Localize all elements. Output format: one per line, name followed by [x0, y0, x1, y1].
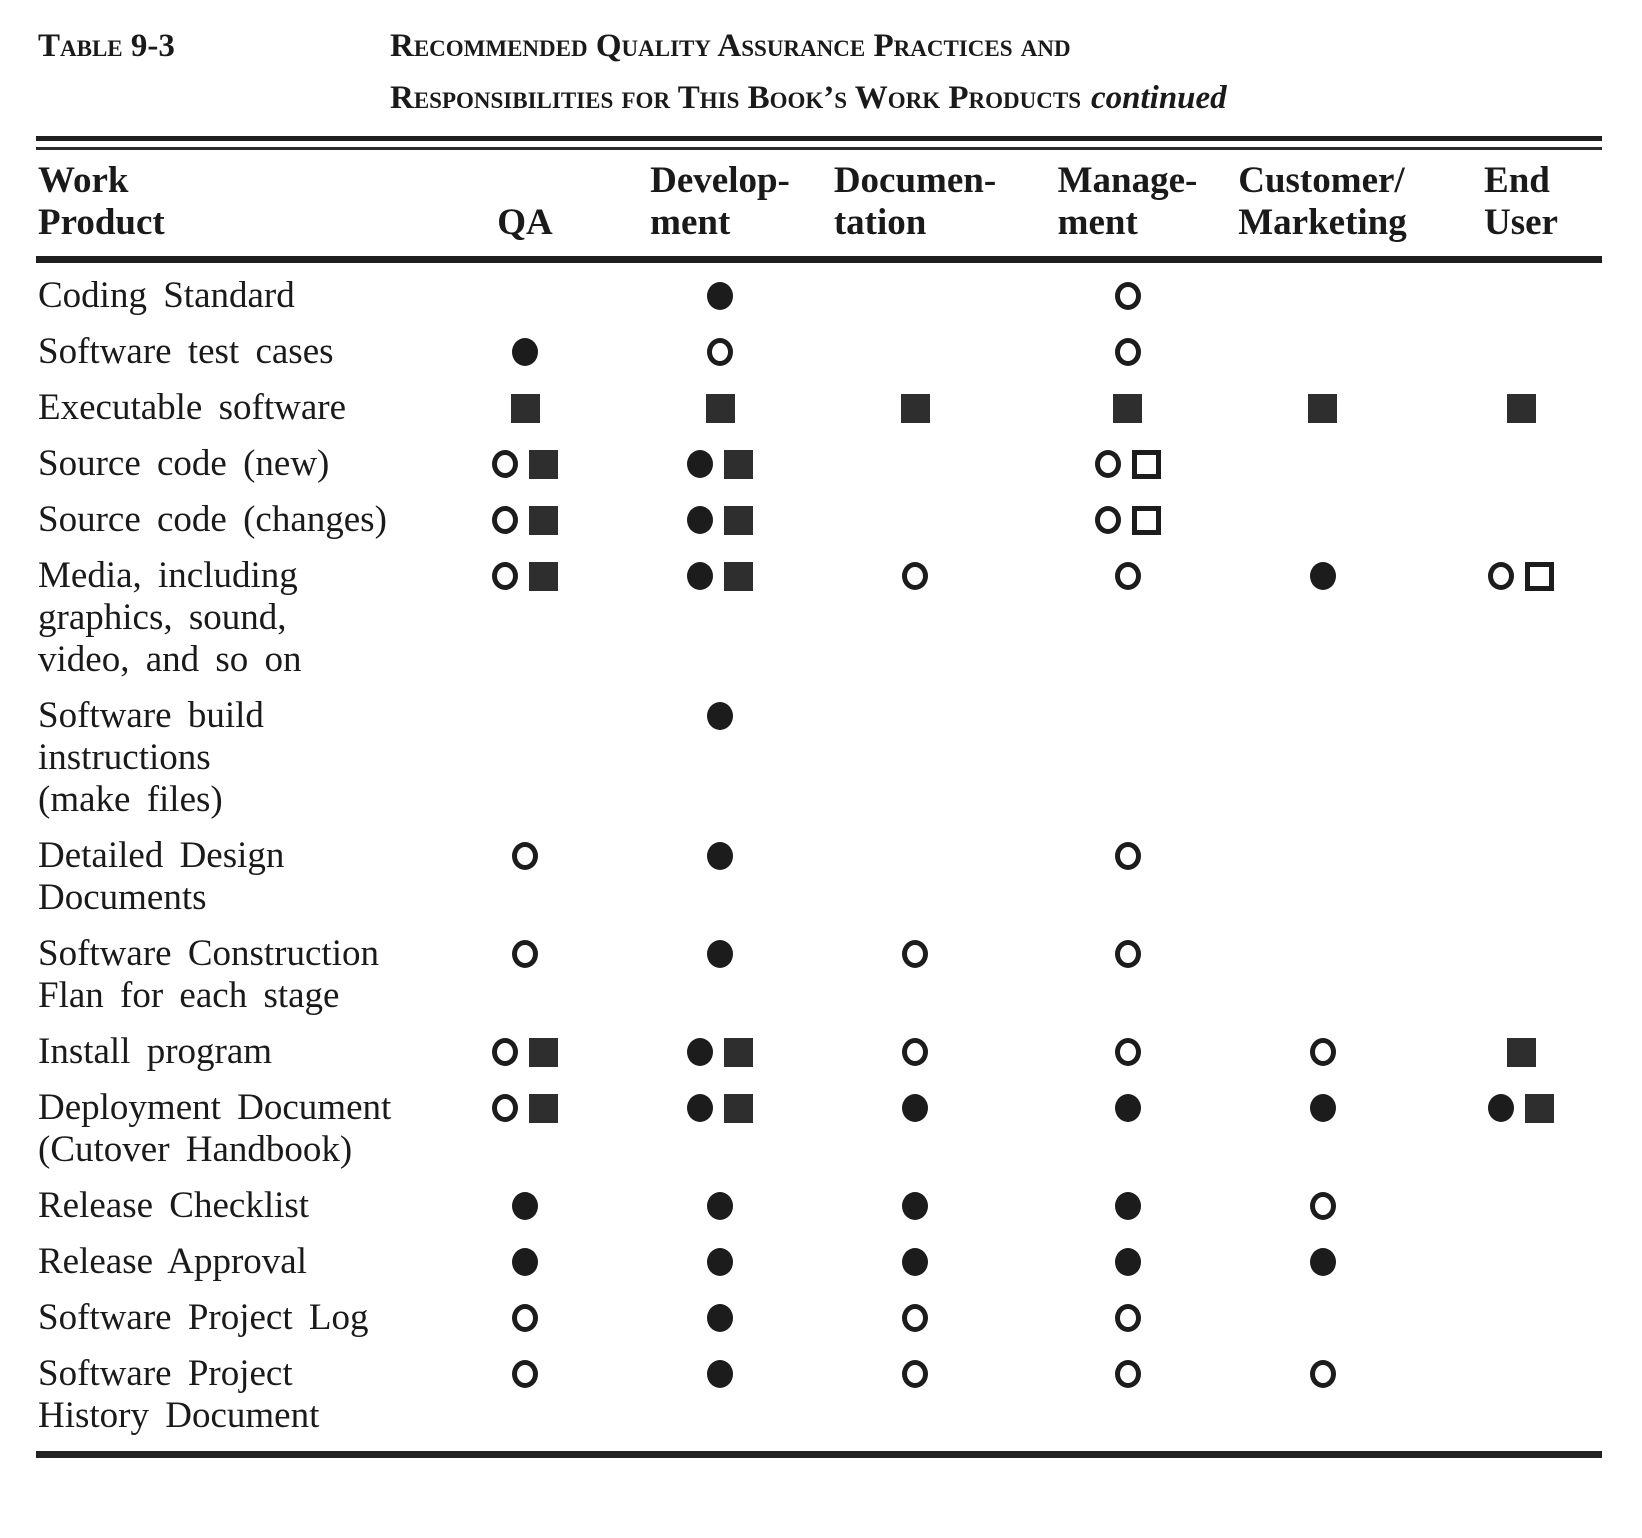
row-label-line: Software Construction — [38, 933, 379, 974]
cell-customer_marketing — [1245, 499, 1400, 541]
cell-development — [620, 499, 820, 541]
cell-customer_marketing — [1245, 275, 1400, 317]
open-circle-icon — [902, 562, 928, 590]
cell-documentation — [820, 1185, 1010, 1227]
cell-qa — [430, 695, 620, 737]
cell-customer_marketing — [1245, 555, 1400, 597]
table-row — [0, 1297, 1642, 1339]
row-label-line: Release Approval — [38, 1241, 307, 1282]
filled-circle-icon — [902, 1094, 928, 1122]
filled-square-icon — [529, 450, 558, 479]
cell-customer_marketing — [1245, 1087, 1400, 1129]
cell-customer_marketing — [1245, 1297, 1400, 1339]
filled-circle-icon — [687, 1038, 713, 1066]
cell-development — [620, 933, 820, 975]
filled-circle-icon — [1310, 1094, 1336, 1122]
cell-development — [620, 1353, 820, 1395]
filled-square-icon — [724, 562, 753, 591]
cell-documentation — [820, 387, 1010, 429]
filled-square-icon — [1507, 1038, 1536, 1067]
cell-development — [620, 275, 820, 317]
header-label-documentation — [834, 160, 996, 244]
cell-documentation — [820, 695, 1010, 737]
table-row — [0, 1087, 1642, 1171]
cell-development — [620, 1087, 820, 1129]
filled-square-icon — [1308, 394, 1337, 423]
cell-management — [1010, 1185, 1245, 1227]
cell-management — [1010, 695, 1245, 737]
cell-documentation — [820, 1353, 1010, 1395]
cell-development — [620, 331, 820, 373]
cell-end_user — [1400, 835, 1642, 877]
row-label — [0, 275, 430, 317]
header-cell-customer_marketing — [1238, 160, 1407, 244]
cell-management — [1010, 1087, 1245, 1129]
open-circle-icon — [1310, 1360, 1336, 1388]
cell-management — [1010, 1297, 1245, 1339]
cell-management — [1010, 387, 1245, 429]
filled-circle-icon — [707, 702, 733, 730]
cell-development — [620, 1185, 820, 1227]
cell-customer_marketing — [1245, 331, 1400, 373]
filled-circle-icon — [687, 506, 713, 534]
cell-end_user — [1400, 1031, 1642, 1073]
cell-qa — [430, 499, 620, 541]
row-label — [0, 1185, 430, 1227]
filled-square-icon — [1525, 1094, 1554, 1123]
open-circle-icon — [492, 1038, 518, 1066]
cell-management — [1010, 499, 1245, 541]
filled-square-icon — [529, 1094, 558, 1123]
open-circle-icon — [902, 1038, 928, 1066]
cell-documentation — [820, 555, 1010, 597]
row-label-line: Software Project — [38, 1353, 293, 1394]
open-circle-icon — [1115, 1038, 1141, 1066]
filled-circle-icon — [1115, 1094, 1141, 1122]
row-label-line: Software build — [38, 695, 264, 736]
open-circle-icon — [902, 1304, 928, 1332]
cell-development — [620, 835, 820, 877]
open-circle-icon — [902, 940, 928, 968]
open-square-icon — [1132, 506, 1161, 535]
header-cell-development — [620, 160, 820, 244]
filled-circle-icon — [687, 450, 713, 478]
header-line: Marketing — [1238, 202, 1407, 243]
top-double-rule — [36, 136, 1602, 150]
row-label-line: Media, including — [38, 555, 298, 596]
cell-qa — [430, 555, 620, 597]
table-row — [0, 933, 1642, 1017]
table-title-line2 — [390, 72, 1642, 124]
filled-circle-icon — [512, 1192, 538, 1220]
filled-circle-icon — [707, 1192, 733, 1220]
cell-management — [1010, 933, 1245, 975]
row-label-line: (make files) — [38, 779, 223, 820]
cell-customer_marketing — [1245, 1031, 1400, 1073]
header-line: Customer/ — [1238, 160, 1405, 201]
filled-square-icon — [901, 394, 930, 423]
table-body — [0, 263, 1642, 1437]
cell-end_user — [1400, 331, 1642, 373]
table-row — [0, 695, 1642, 821]
filled-circle-icon — [707, 1304, 733, 1332]
cell-qa — [430, 1031, 620, 1073]
row-label — [0, 1353, 430, 1437]
table-row — [0, 1185, 1642, 1227]
table-row — [0, 443, 1642, 485]
cell-documentation — [820, 933, 1010, 975]
row-label — [0, 555, 430, 681]
filled-circle-icon — [1310, 1248, 1336, 1276]
header-line: QA — [497, 202, 553, 243]
cell-management — [1010, 1031, 1245, 1073]
cell-development — [620, 1031, 820, 1073]
header-line: ment — [650, 202, 731, 243]
cell-management — [1010, 443, 1245, 485]
header-cell-qa — [430, 202, 620, 244]
cell-documentation — [820, 1031, 1010, 1073]
row-label-line: instructions — [38, 737, 211, 778]
row-label — [0, 1087, 430, 1171]
row-label-line: History Document — [38, 1395, 320, 1436]
open-circle-icon — [1115, 338, 1141, 366]
open-circle-icon — [1310, 1192, 1336, 1220]
row-label-line: Flan for each stage — [38, 975, 340, 1016]
header-cell-work_product — [0, 160, 430, 244]
row-label-line: (Cutover Handbook) — [38, 1129, 353, 1170]
row-label — [0, 331, 430, 373]
cell-management — [1010, 555, 1245, 597]
open-circle-icon — [1115, 940, 1141, 968]
cell-customer_marketing — [1245, 933, 1400, 975]
filled-circle-icon — [687, 1094, 713, 1122]
row-label-line: video, and so on — [38, 639, 302, 680]
filled-square-icon — [724, 506, 753, 535]
filled-square-icon — [706, 394, 735, 423]
open-square-icon — [1132, 450, 1161, 479]
table-row — [0, 1353, 1642, 1437]
cell-development — [620, 555, 820, 597]
open-circle-icon — [1115, 282, 1141, 310]
table-row — [0, 387, 1642, 429]
cell-end_user — [1400, 1297, 1642, 1339]
open-circle-icon — [492, 1094, 518, 1122]
row-label — [0, 499, 430, 541]
row-label — [0, 695, 430, 821]
table-row — [0, 331, 1642, 373]
row-label — [0, 387, 430, 429]
filled-circle-icon — [707, 282, 733, 310]
open-circle-icon — [492, 506, 518, 534]
header-line: tation — [833, 202, 927, 243]
table-row — [0, 1241, 1642, 1283]
table-row — [0, 555, 1642, 681]
cell-end_user — [1400, 1185, 1642, 1227]
cell-customer_marketing — [1245, 835, 1400, 877]
cell-qa — [430, 1297, 620, 1339]
header-line: End — [1484, 160, 1550, 201]
header-label-customer_marketing — [1238, 160, 1407, 244]
filled-circle-icon — [1310, 562, 1336, 590]
row-label-line: Coding Standard — [38, 275, 295, 316]
row-label-line: Software test cases — [38, 331, 334, 372]
header-label-management — [1058, 160, 1198, 244]
filled-circle-icon — [902, 1192, 928, 1220]
cell-end_user — [1400, 275, 1642, 317]
filled-circle-icon — [1115, 1192, 1141, 1220]
cell-qa — [430, 275, 620, 317]
filled-circle-icon — [1488, 1094, 1514, 1122]
table-row — [0, 275, 1642, 317]
filled-square-icon — [529, 1038, 558, 1067]
filled-circle-icon — [707, 842, 733, 870]
filled-circle-icon — [1115, 1248, 1141, 1276]
filled-circle-icon — [707, 1360, 733, 1388]
table-header-row — [0, 150, 1642, 256]
cell-customer_marketing — [1245, 443, 1400, 485]
header-cell-management — [1010, 160, 1245, 244]
header-label-work_product — [38, 160, 165, 244]
cell-qa — [430, 835, 620, 877]
open-circle-icon — [512, 1304, 538, 1332]
row-label-line: Detailed Design — [38, 835, 285, 876]
open-circle-icon — [1115, 1304, 1141, 1332]
row-label-line: Executable software — [38, 387, 346, 428]
filled-square-icon — [511, 394, 540, 423]
open-circle-icon — [1115, 1360, 1141, 1388]
header-line: Product — [38, 202, 165, 243]
cell-documentation — [820, 1297, 1010, 1339]
cell-qa — [430, 1353, 620, 1395]
filled-square-icon — [529, 562, 558, 591]
row-label-line: graphics, sound, — [38, 597, 287, 638]
row-label-line: Install program — [38, 1031, 273, 1072]
filled-circle-icon — [707, 940, 733, 968]
filled-square-icon — [1113, 394, 1142, 423]
cell-end_user — [1400, 933, 1642, 975]
header-label-qa — [497, 202, 553, 244]
cell-management — [1010, 331, 1245, 373]
cell-development — [620, 1241, 820, 1283]
filled-circle-icon — [707, 1248, 733, 1276]
header-line: Documen- — [833, 160, 997, 201]
filled-square-icon — [724, 1038, 753, 1067]
header-line: Develop- — [650, 160, 790, 201]
cell-development — [620, 695, 820, 737]
row-label — [0, 933, 430, 1017]
cell-qa — [430, 331, 620, 373]
row-label-line: Source code (changes) — [38, 499, 387, 540]
cell-end_user — [1400, 1241, 1642, 1283]
cell-customer_marketing — [1245, 387, 1400, 429]
cell-end_user — [1400, 443, 1642, 485]
open-circle-icon — [492, 562, 518, 590]
filled-square-icon — [529, 506, 558, 535]
row-label — [0, 443, 430, 485]
row-label-line: Source code (new) — [38, 443, 330, 484]
open-circle-icon — [1115, 842, 1141, 870]
header-label-development — [650, 160, 790, 244]
row-label-line: Deployment Document — [38, 1087, 392, 1128]
cell-development — [620, 443, 820, 485]
cell-customer_marketing — [1245, 1185, 1400, 1227]
open-circle-icon — [512, 1360, 538, 1388]
cell-documentation — [820, 1241, 1010, 1283]
cell-customer_marketing — [1245, 1241, 1400, 1283]
cell-documentation — [820, 443, 1010, 485]
row-label — [0, 835, 430, 919]
header-cell-documentation — [820, 160, 1010, 244]
cell-documentation — [820, 1087, 1010, 1129]
header-label-end_user — [1484, 160, 1558, 244]
open-circle-icon — [902, 1360, 928, 1388]
cell-customer_marketing — [1245, 695, 1400, 737]
row-label — [0, 1241, 430, 1283]
filled-square-icon — [724, 1094, 753, 1123]
filled-circle-icon — [512, 1248, 538, 1276]
row-label-line: Release Checklist — [38, 1185, 310, 1226]
row-label-line: Documents — [38, 877, 207, 918]
cell-qa — [430, 443, 620, 485]
table-caption — [0, 20, 1642, 124]
cell-development — [620, 1297, 820, 1339]
table-title-continued: continued — [1090, 80, 1227, 116]
open-circle-icon — [1310, 1038, 1336, 1066]
cell-end_user — [1400, 387, 1642, 429]
filled-square-icon — [1507, 394, 1536, 423]
table-title — [390, 20, 1642, 124]
row-label — [0, 1031, 430, 1073]
cell-end_user — [1400, 1353, 1642, 1395]
header-cell-end_user — [1400, 160, 1642, 244]
table-row — [0, 835, 1642, 919]
filled-circle-icon — [512, 338, 538, 366]
cell-end_user — [1400, 499, 1642, 541]
cell-management — [1010, 835, 1245, 877]
cell-qa — [430, 933, 620, 975]
row-label-line: Software Project Log — [38, 1297, 369, 1338]
header-line: Work — [38, 160, 129, 201]
row-label — [0, 1297, 430, 1339]
open-circle-icon — [1488, 562, 1514, 590]
cell-qa — [430, 1087, 620, 1129]
filled-circle-icon — [687, 562, 713, 590]
header-line: ment — [1057, 202, 1138, 243]
cell-documentation — [820, 835, 1010, 877]
open-circle-icon — [512, 842, 538, 870]
header-bottom-rule — [36, 256, 1602, 263]
open-circle-icon — [512, 940, 538, 968]
table-number: Table 9-3 — [38, 28, 175, 64]
table-row — [0, 1031, 1642, 1073]
table-bottom-rule — [36, 1451, 1602, 1458]
cell-documentation — [820, 331, 1010, 373]
filled-square-icon — [724, 450, 753, 479]
table-row — [0, 499, 1642, 541]
filled-circle-icon — [902, 1248, 928, 1276]
open-circle-icon — [1095, 506, 1121, 534]
open-circle-icon — [707, 338, 733, 366]
open-circle-icon — [492, 450, 518, 478]
cell-documentation — [820, 499, 1010, 541]
cell-management — [1010, 1353, 1245, 1395]
cell-qa — [430, 1241, 620, 1283]
cell-qa — [430, 1185, 620, 1227]
table-title-line1: Recommended Quality Assurance Practices and — [390, 28, 1071, 64]
cell-documentation — [820, 275, 1010, 317]
cell-development — [620, 387, 820, 429]
cell-end_user — [1400, 1087, 1642, 1129]
cell-management — [1010, 1241, 1245, 1283]
open-square-icon — [1525, 562, 1554, 591]
cell-management — [1010, 275, 1245, 317]
open-circle-icon — [1115, 562, 1141, 590]
table-title-line2-text: Responsibilities for This Book’s Work Products — [390, 80, 1081, 116]
cell-customer_marketing — [1245, 1353, 1400, 1395]
header-line: User — [1484, 202, 1558, 243]
header-line: Manage- — [1057, 160, 1198, 201]
cell-qa — [430, 387, 620, 429]
cell-end_user — [1400, 555, 1642, 597]
open-circle-icon — [1095, 450, 1121, 478]
cell-end_user — [1400, 695, 1642, 737]
